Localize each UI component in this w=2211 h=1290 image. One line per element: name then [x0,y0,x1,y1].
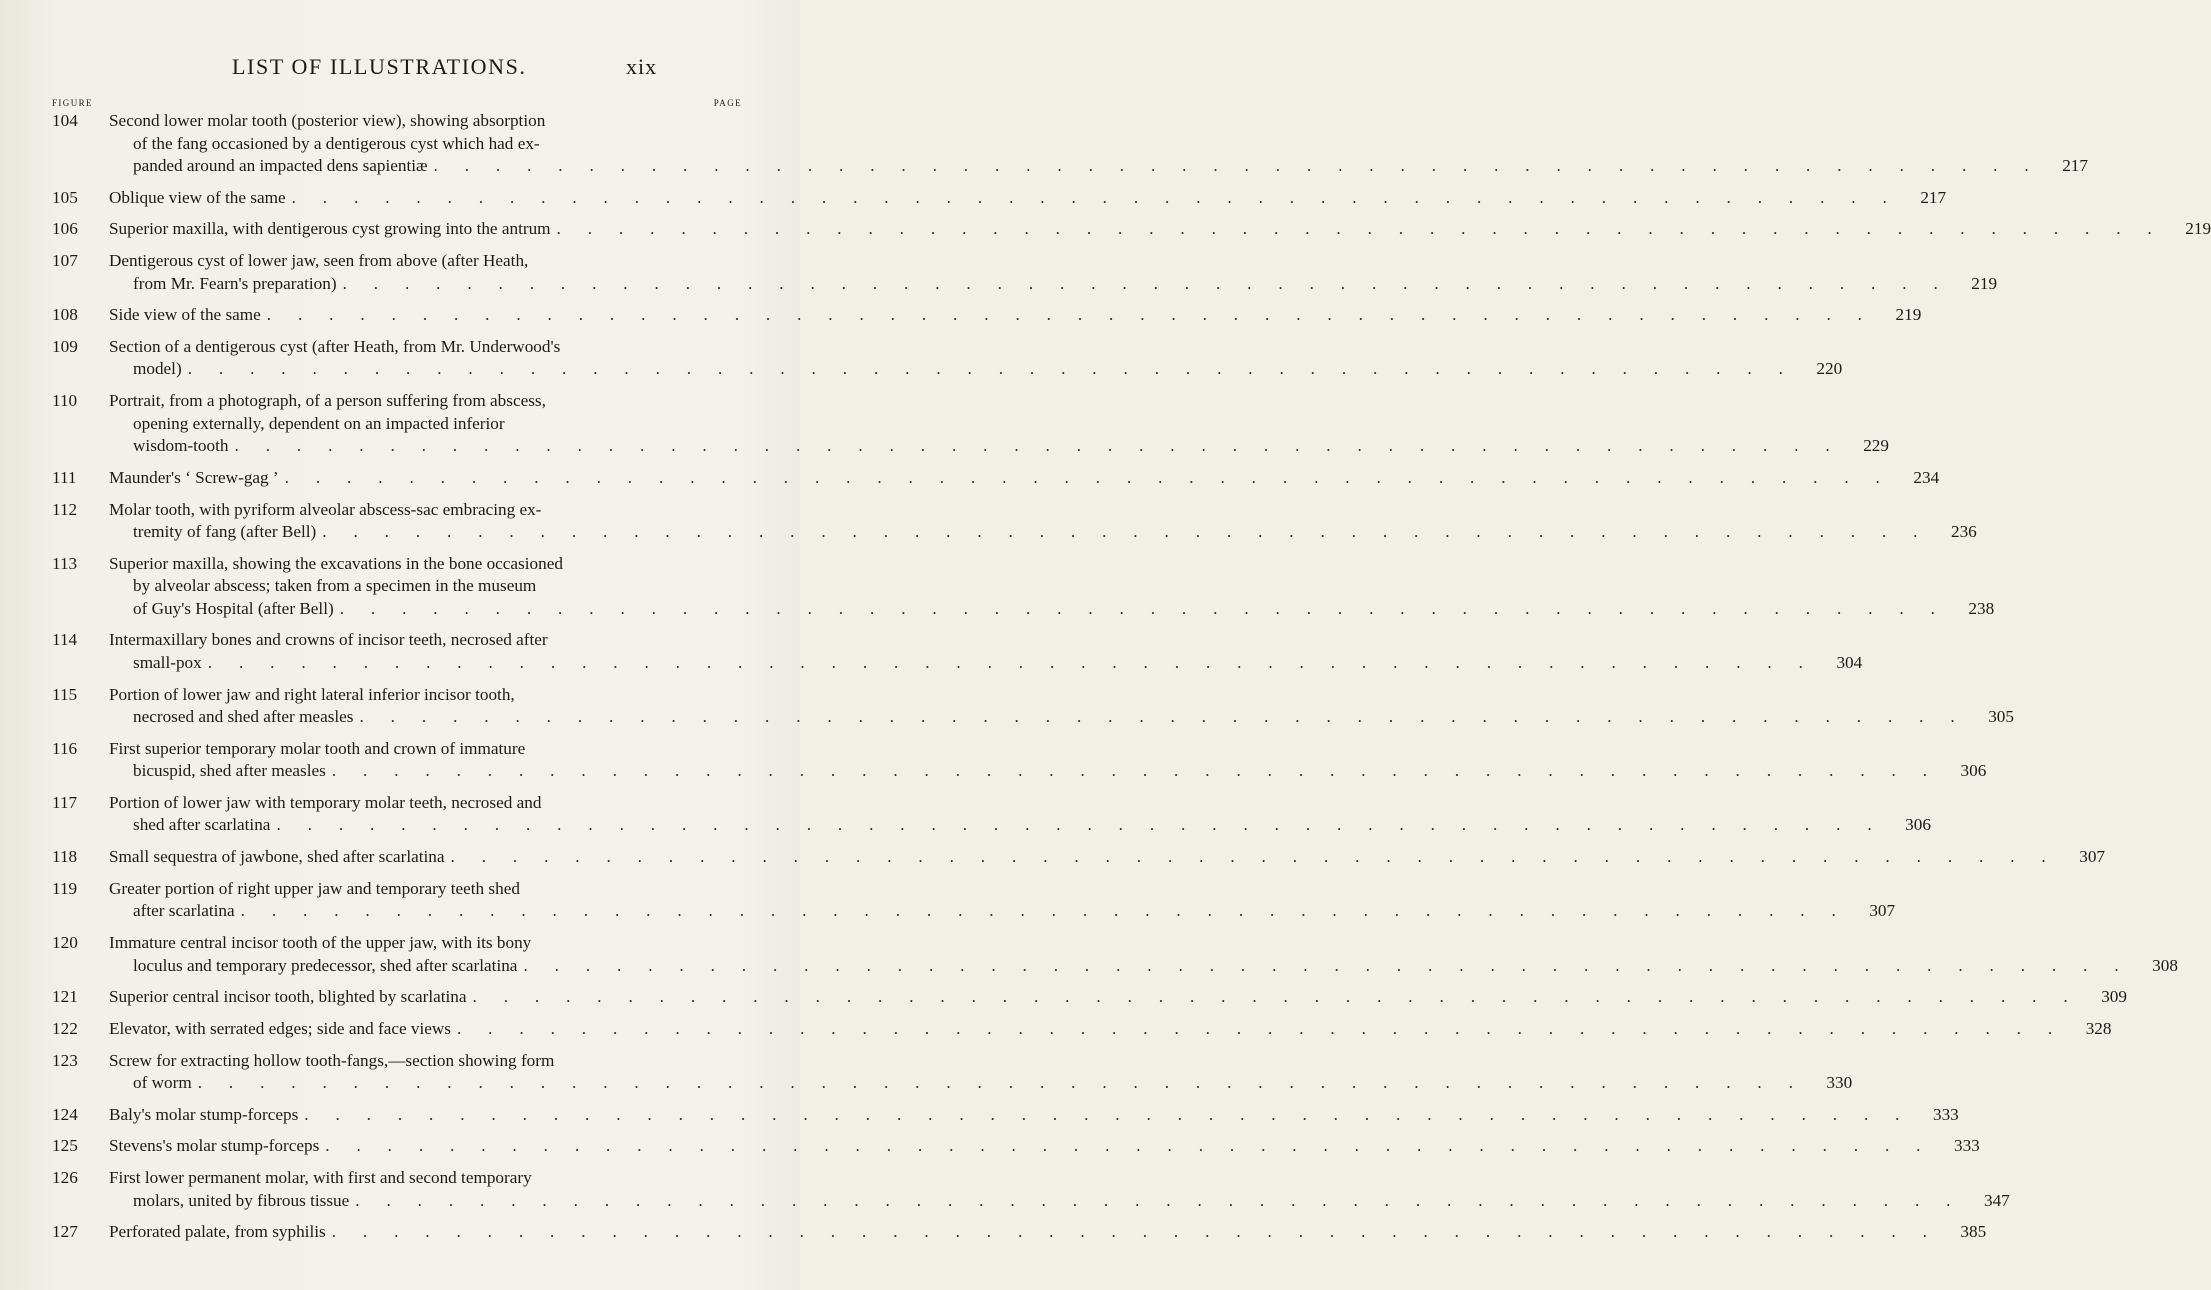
caption-text: molars, united by fibrous tissue [133,1190,350,1210]
dot-leader [353,706,1965,729]
figure-number: 126 [52,1168,78,1188]
caption-text: Perforated palate, from syphilis [109,1222,326,1242]
list-item [52,932,2178,977]
page-number: 219 [1971,273,1998,293]
caption-line [109,273,1997,296]
caption-line [109,652,1862,675]
figure-number: 107 [52,251,78,271]
figure-number: 112 [52,499,78,519]
caption-line [109,390,1889,413]
page-number: 305 [1988,707,2014,727]
entry-caption [109,932,2178,977]
list-item [52,499,1977,544]
running-head [0,54,800,84]
caption-line [109,1135,1980,1158]
caption-line [109,706,2014,729]
entry-caption [109,1104,1959,1127]
dot-leader [326,1221,1938,1244]
dot-leader [270,814,1882,837]
caption-text: by alveolar abscess; taken from a specimen in the museum [133,576,537,596]
figure-number: 108 [52,305,78,325]
caption-text: Oblique view of the same [109,187,286,207]
caption-text: small-pox [133,652,202,672]
entry-caption [109,467,1939,490]
caption-line [109,218,2211,241]
caption-line [109,155,2088,178]
caption-text: Superior maxilla, with dentigerous cyst growing into the antrum [109,219,551,239]
list-item [52,986,2127,1009]
caption-text: Molar tooth, with pyriform alveolar abscess-sac embracing ex- [109,499,542,519]
caption-text: loculus and temporary predecessor, shed after scarlatina [133,955,518,975]
entry-caption [109,846,2105,869]
dot-leader [279,467,1891,490]
page-number: 328 [2085,1018,2112,1038]
caption-text: model) [133,359,182,379]
caption-line [109,814,1931,837]
dot-leader [229,435,1841,458]
page-number: 219 [1895,305,1922,325]
caption-line [109,878,1895,901]
caption-line [109,358,1842,381]
dot-leader [235,900,1847,923]
figure-number: 122 [52,1018,78,1038]
figure-number: 111 [52,467,77,487]
page-number: 306 [1905,815,1931,835]
caption-text: Maunder's ‘ Screw-gag ’ [109,467,279,487]
page-number: 238 [1968,598,1995,618]
figure-column-heading: FIGURE [52,98,93,108]
figure-number: 123 [52,1050,78,1070]
entry-caption [109,629,1862,674]
caption-text: Dentigerous cyst of lower jaw, seen from above (after Heath, [109,251,529,271]
page-column-heading: PAGE [713,98,742,108]
caption-text: Intermaxillary bones and crowns of incisor teeth, necrosed after [109,630,548,650]
caption-text: tremity of fang (after Bell) [133,522,317,541]
entry-caption [109,1135,1980,1158]
entry-caption [109,1018,2111,1041]
entry-caption [109,336,1842,381]
entry-caption [109,250,1997,295]
list-item [52,1221,1987,1244]
page-number: 220 [1816,359,1843,379]
caption-line [109,900,1895,923]
caption-line [109,336,1842,359]
illustrations-list [52,110,2211,1253]
list-item [52,304,1922,327]
list-item [52,110,2088,178]
caption-line [109,575,1994,598]
entry-caption [109,986,2127,1009]
page-number: 330 [1826,1073,1853,1093]
caption-text: opening externally, dependent on an impacted inferior [133,413,505,433]
figure-number: 110 [52,391,78,411]
caption-line [109,1050,1852,1073]
caption-line [109,598,1994,621]
caption-text: Screw for extracting hollow tooth-fangs,—section showing form [109,1050,555,1070]
caption-text: Portion of lower jaw and right lateral inferior incisor tooth, [109,684,515,704]
entry-caption [109,187,1946,210]
caption-text: Immature central incisor tooth of the upper jaw, with its bony [109,933,532,952]
figure-number: 116 [52,738,78,758]
caption-line [109,846,2105,869]
caption-text: Superior central incisor tooth, blighted by scarlatina [109,987,467,1007]
entry-caption [109,1050,1852,1095]
dot-leader [337,273,1949,296]
dot-leader [517,955,2129,978]
page-number: 304 [1836,652,1863,672]
page-number: 236 [1950,522,1977,541]
dot-leader [334,598,1946,621]
figure-number: 106 [52,219,78,239]
list-item [52,336,1843,381]
caption-text: after scarlatina [133,901,235,921]
caption-text: from Mr. Fearn's preparation) [133,273,337,293]
page-number: 309 [2101,987,2127,1007]
dot-leader [298,1104,1910,1127]
caption-line [109,110,2088,133]
figure-number: 118 [52,847,78,867]
caption-line [109,435,1889,458]
caption-line [109,467,1939,490]
caption-text: shed after scarlatina [133,815,271,835]
caption-text: necrosed and shed after measles [133,707,354,727]
caption-line [109,792,1931,815]
dot-leader [182,358,1794,381]
dot-leader [467,986,2079,1009]
caption-line [109,932,2178,955]
figure-number: 114 [52,630,78,650]
caption-line [109,1221,1986,1244]
caption-line [109,304,1921,327]
caption-line [109,955,2178,978]
figure-number: 127 [52,1222,78,1242]
caption-text: Second lower molar tooth (posterior view), showing absorption [109,111,546,130]
entry-caption [109,218,2211,241]
dot-leader [445,846,2057,869]
dot-leader [551,218,2163,241]
caption-text: Stevens's molar stump-forceps [109,1136,320,1156]
dot-leader [326,760,1938,783]
caption-text: panded around an impacted dens sapientiæ [133,156,428,175]
caption-text: Superior maxilla, showing the excavations in the bone occasioned [109,553,563,573]
caption-text: First lower permanent molar, with first and second temporary [109,1168,532,1188]
list-item [52,1135,1980,1158]
caption-text: of the fang occasioned by a dentigerous cyst which had ex- [133,133,540,153]
dot-leader [192,1072,1804,1095]
figure-number: 105 [52,187,78,207]
caption-text: Section of a dentigerous cyst (after Heath, from Mr. Underwood's [109,336,561,356]
figure-number: 109 [52,336,78,356]
dot-leader [261,304,1873,327]
entry-caption [109,553,1994,621]
list-item [52,1167,2010,1212]
page-folio: xix [626,54,658,79]
caption-line [109,1167,2010,1190]
page-number: 229 [1863,436,1889,456]
caption-line [109,1072,1852,1095]
caption-text: Baly's molar stump-forceps [109,1104,299,1124]
caption-text: Portion of lower jaw with temporary molar teeth, necrosed and [109,792,542,812]
page-number: 306 [1960,761,1987,781]
caption-line [109,629,1862,652]
caption-text: Elevator, with serrated edges; side and face views [109,1018,451,1038]
list-item [52,1018,2112,1041]
entry-caption [109,792,1931,837]
caption-text: First superior temporary molar tooth and crown of immature [109,738,526,758]
caption-line [109,133,2088,156]
entry-caption [109,110,2088,178]
figure-number: 104 [52,111,78,130]
dot-leader [319,1135,1931,1158]
caption-text: of worm [133,1073,192,1093]
figure-number: 115 [52,684,78,704]
list-item [52,878,1896,923]
page-number: 385 [1960,1222,1987,1242]
caption-line [109,1018,2111,1041]
page-title: LIST OF ILLUSTRATIONS. [232,54,527,79]
figure-number: 117 [52,792,78,812]
caption-text: Greater portion of right upper jaw and temporary teeth shed [109,878,520,898]
dot-leader [428,155,2040,178]
list-item [52,250,1998,295]
page-number: 333 [1932,1104,1959,1124]
list-item [52,390,1889,458]
page-number: 347 [1983,1190,2010,1210]
list-item [52,792,1931,837]
page-number: 219 [2185,219,2211,239]
page-number: 307 [2079,847,2105,867]
entry-caption [109,304,1921,327]
entry-caption [109,878,1895,923]
dot-leader [316,521,1928,544]
figure-number: 124 [52,1104,78,1124]
caption-line [109,187,1946,210]
caption-line [109,738,1986,761]
list-item [52,467,1940,490]
page-number: 217 [2062,156,2088,175]
list-item [52,187,1947,210]
list-item [52,553,1995,621]
caption-text: Side view of the same [109,305,261,325]
caption-line [109,1104,1959,1127]
list-item [52,629,1863,674]
entry-caption [109,684,2014,729]
list-item [52,218,2211,241]
caption-text: Small sequestra of jawbone, shed after scarlatina [109,847,445,867]
dot-leader [202,652,1814,675]
caption-line [109,521,1977,544]
entry-caption [109,1167,2010,1212]
figure-number: 120 [52,933,78,952]
dot-leader [349,1190,1961,1213]
caption-text: of Guy's Hospital (after Bell) [133,598,334,618]
entry-caption [109,1221,1986,1244]
caption-line [109,499,1977,522]
page-number: 217 [1920,187,1947,207]
figure-number: 113 [52,553,78,573]
caption-text: bicuspid, shed after measles [133,761,326,781]
caption-line [109,413,1889,436]
caption-line [109,250,1997,273]
caption-text: Portrait, from a photograph, of a person suffering from abscess, [109,391,546,411]
figure-number: 125 [52,1136,78,1156]
list-item [52,684,2014,729]
list-item [52,738,1987,783]
list-item [52,1050,1853,1095]
dot-leader [286,187,1898,210]
entry-caption [109,738,1986,783]
list-item [52,1104,1959,1127]
page-number: 234 [1913,467,1940,487]
figure-number: 119 [52,878,78,898]
list-item [52,846,2105,869]
page-number: 307 [1869,901,1896,921]
entry-caption [109,499,1977,544]
page-number: 308 [2152,955,2178,975]
caption-line [109,684,2014,707]
entry-caption [109,390,1889,458]
caption-line [109,986,2127,1009]
figure-number: 121 [52,987,78,1007]
caption-line [109,553,1994,576]
page-number: 333 [1953,1136,1980,1156]
caption-line [109,1190,2010,1213]
caption-text: wisdom-tooth [133,436,229,456]
dot-leader [451,1018,2063,1041]
caption-line [109,760,1986,783]
